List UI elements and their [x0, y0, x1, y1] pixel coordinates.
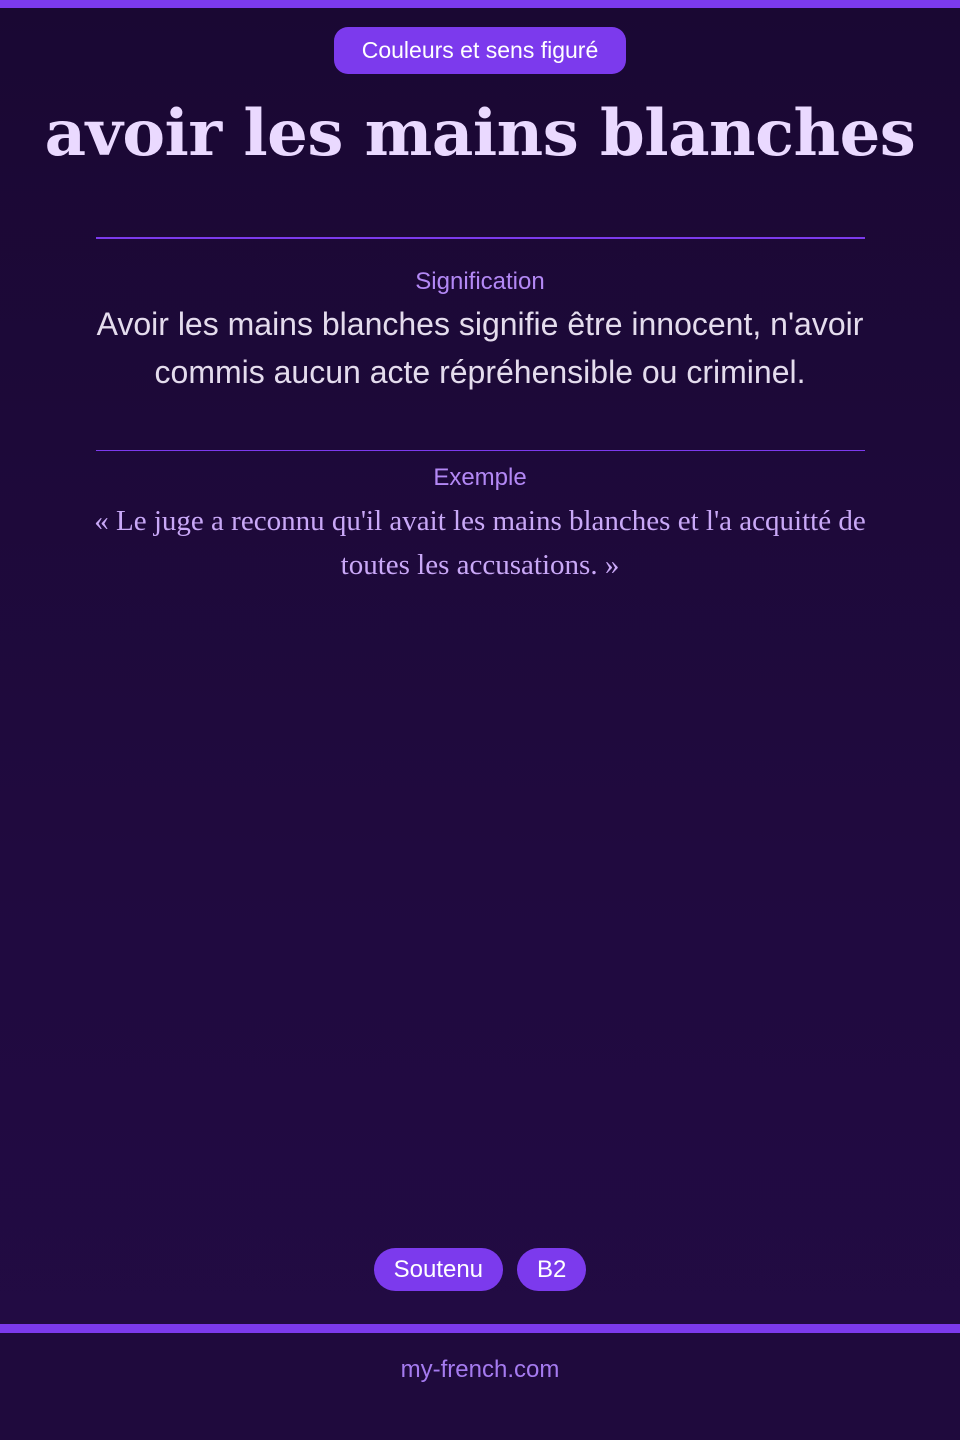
meaning-text: Avoir les mains blanches signifie être innocent, n'avoir commis aucun acte répréhensible ou criminel.	[96, 306, 864, 390]
example-quote: « Le juge a reconnu qu'il avait les mains blanches et l'a acquitté de toutes les accusations. »	[94, 505, 866, 581]
footer-site-link[interactable]: my-french.com	[400, 1356, 560, 1383]
category-badge: Couleurs et sens figuré	[334, 27, 626, 74]
meaning-label: Signification	[415, 268, 545, 295]
section-divider	[96, 450, 865, 451]
example-label: Exemple	[433, 464, 527, 491]
section-divider	[96, 237, 865, 239]
expression-title: avoir les mains blanches	[44, 96, 916, 171]
register-tag: Soutenu	[374, 1248, 503, 1291]
top-accent-bar	[0, 0, 960, 8]
tag-list	[0, 1248, 960, 1291]
bottom-accent-bar	[0, 1324, 960, 1333]
level-tag: B2	[517, 1248, 586, 1291]
footer	[0, 1333, 960, 1440]
